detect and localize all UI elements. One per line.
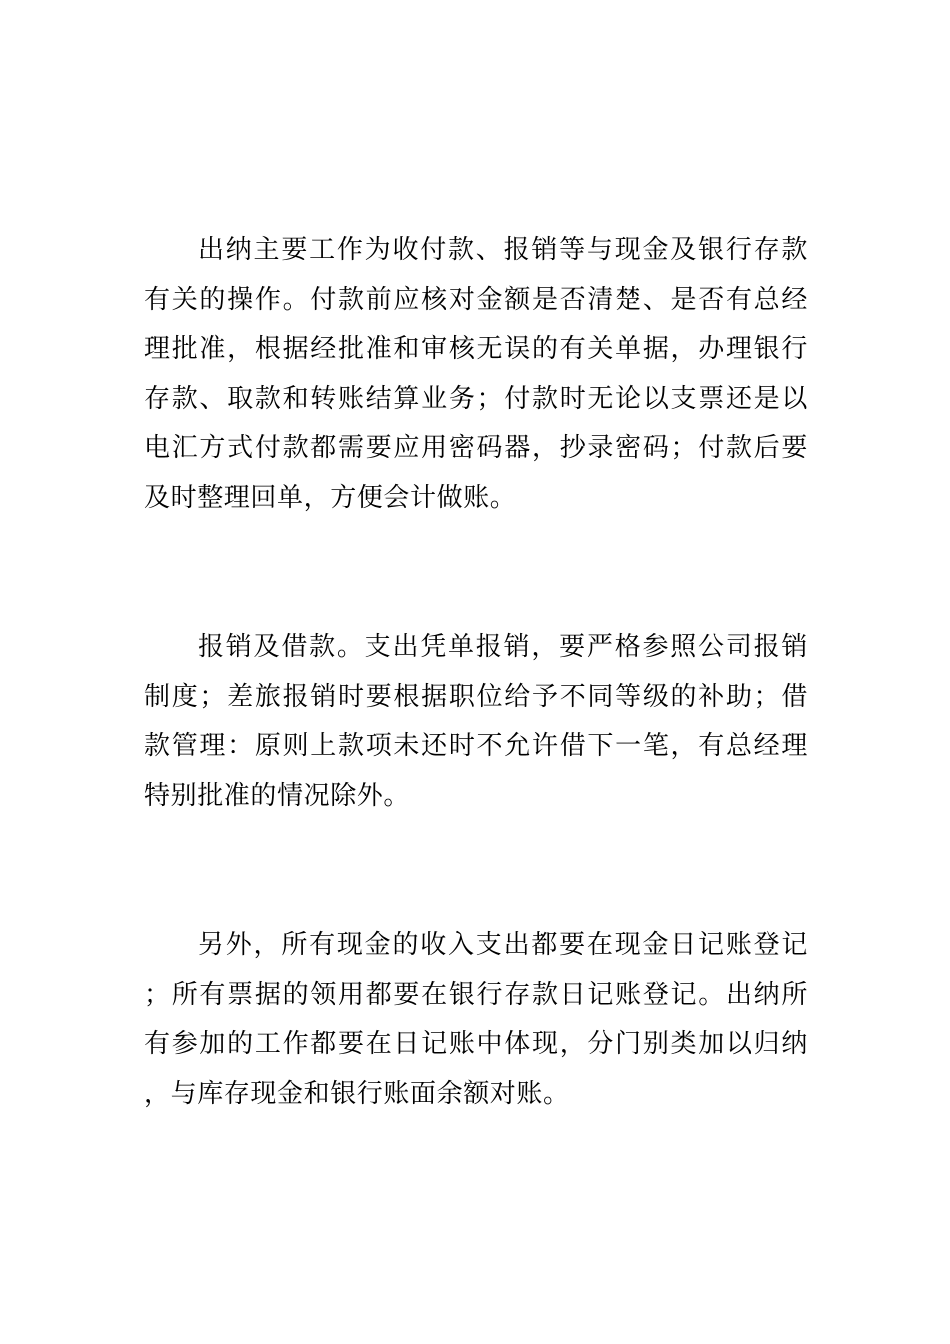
paragraph-reimbursement-and-loans: 报销及借款。支出凭单报销，要严格参照公司报销制度；差旅报销时要根据职位给予不同等级的补助；借款管理：原则上款项未还时不允许借下一笔，有总经理特别批准的情况除外。 xyxy=(144,632,808,811)
paragraph-cashier-duties: 出纳主要工作为收付款、报销等与现金及银行存款有关的操作。付款前应核对金额是否清楚、是否有总经理批准，根据经批准和审核无误的有关单据，办理银行存款、取款和转账结算业务；付款时无论以支票还是以电汇方式付款都需要应用密码器，抄录密码；付款后要及时整理回单，方便会计做账。 xyxy=(144,235,808,513)
paragraph-journal-records: 另外，所有现金的收入支出都要在现金日记账登记；所有票据的领用都要在银行存款日记账登记。出纳所有参加的工作都要在日记账中体现，分门别类加以归纳，与库存现金和银行账面余额对账。 xyxy=(144,930,808,1109)
